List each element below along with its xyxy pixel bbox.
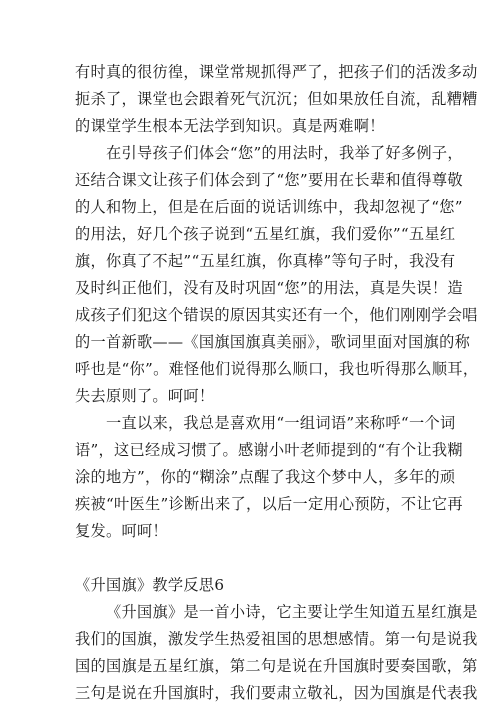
paragraph-line: 的人和物上，但是在后面的说话训练中，我却忽视了“您” — [75, 198, 463, 216]
paragraph-line: 呼也是“你”。难怪他们说得那么顺口，我也听得那么顺耳， — [75, 360, 479, 378]
paragraph-line: 语”，这已经成习惯了。感谢小叶老师提到的“有个让我糊 — [75, 441, 463, 459]
paragraph-line: 三句是说在升国旗时，我们要肃立敬礼，因为国旗是代表我 — [75, 684, 478, 702]
paragraph-line: 的一首新歌——《国旗国旗真美丽》，歌词里面对国旗的称 — [75, 333, 471, 351]
paragraph-line: 一直以来，我总是喜欢用“一组词语”来称呼“一个词 — [106, 414, 456, 432]
paragraph-line: 还结合课文让孩子们体会到了“您”要用在长辈和值得尊敬 — [75, 171, 463, 189]
paragraph-line: 国的国旗是五星红旗，第二句是说在升国旗时要奏国歌，第 — [75, 657, 478, 675]
paragraph-line: 及时纠正他们，没有及时巩固“您”的用法，真是失误！造 — [75, 279, 463, 297]
paragraph-line: 我们的国旗，激发学生热爱祖国的思想感情。第一句是说我 — [75, 630, 478, 648]
section-title: 《升国旗》教学反思6 — [75, 576, 225, 594]
paragraph-line: 旗，你真了不起”“五星红旗，你真棒”等句子时，我没有 — [75, 252, 456, 270]
paragraph-line: 的用法，好几个孩子说到“五星红旗，我们爱你”“五星红 — [75, 225, 456, 243]
paragraph-line: 涂的地方”，你的“糊涂”点醒了我这个梦中人，多年的顽 — [75, 468, 456, 486]
paragraph-line: 有时真的很彷徨，课堂常规抓得严了，把孩子们的活泼多动 — [75, 63, 478, 81]
paragraph-line: 《升国旗》是一首小诗，它主要让学生知道五星红旗是 — [106, 603, 478, 621]
paragraph-line: 扼杀了，课堂也会跟着死气沉沉；但如果放任自流，乱糟糟 — [75, 90, 478, 108]
paragraph-line: 复发。呵呵！ — [75, 522, 168, 540]
paragraph-line: 成孩子们犯这个错误的原因其实还有一个，他们刚刚学会唱 — [75, 306, 478, 324]
paragraph-line: 失去原则了。呵呵！ — [75, 387, 215, 405]
paragraph-line: 的课堂学生根本无法学到知识。真是两难啊！ — [75, 117, 385, 135]
paragraph-line: 疾被“叶医生”诊断出来了，以后一定用心预防，不让它再 — [75, 495, 463, 513]
paragraph-line: 在引导孩子们体会“您”的用法时，我举了好多例子， — [106, 144, 463, 162]
